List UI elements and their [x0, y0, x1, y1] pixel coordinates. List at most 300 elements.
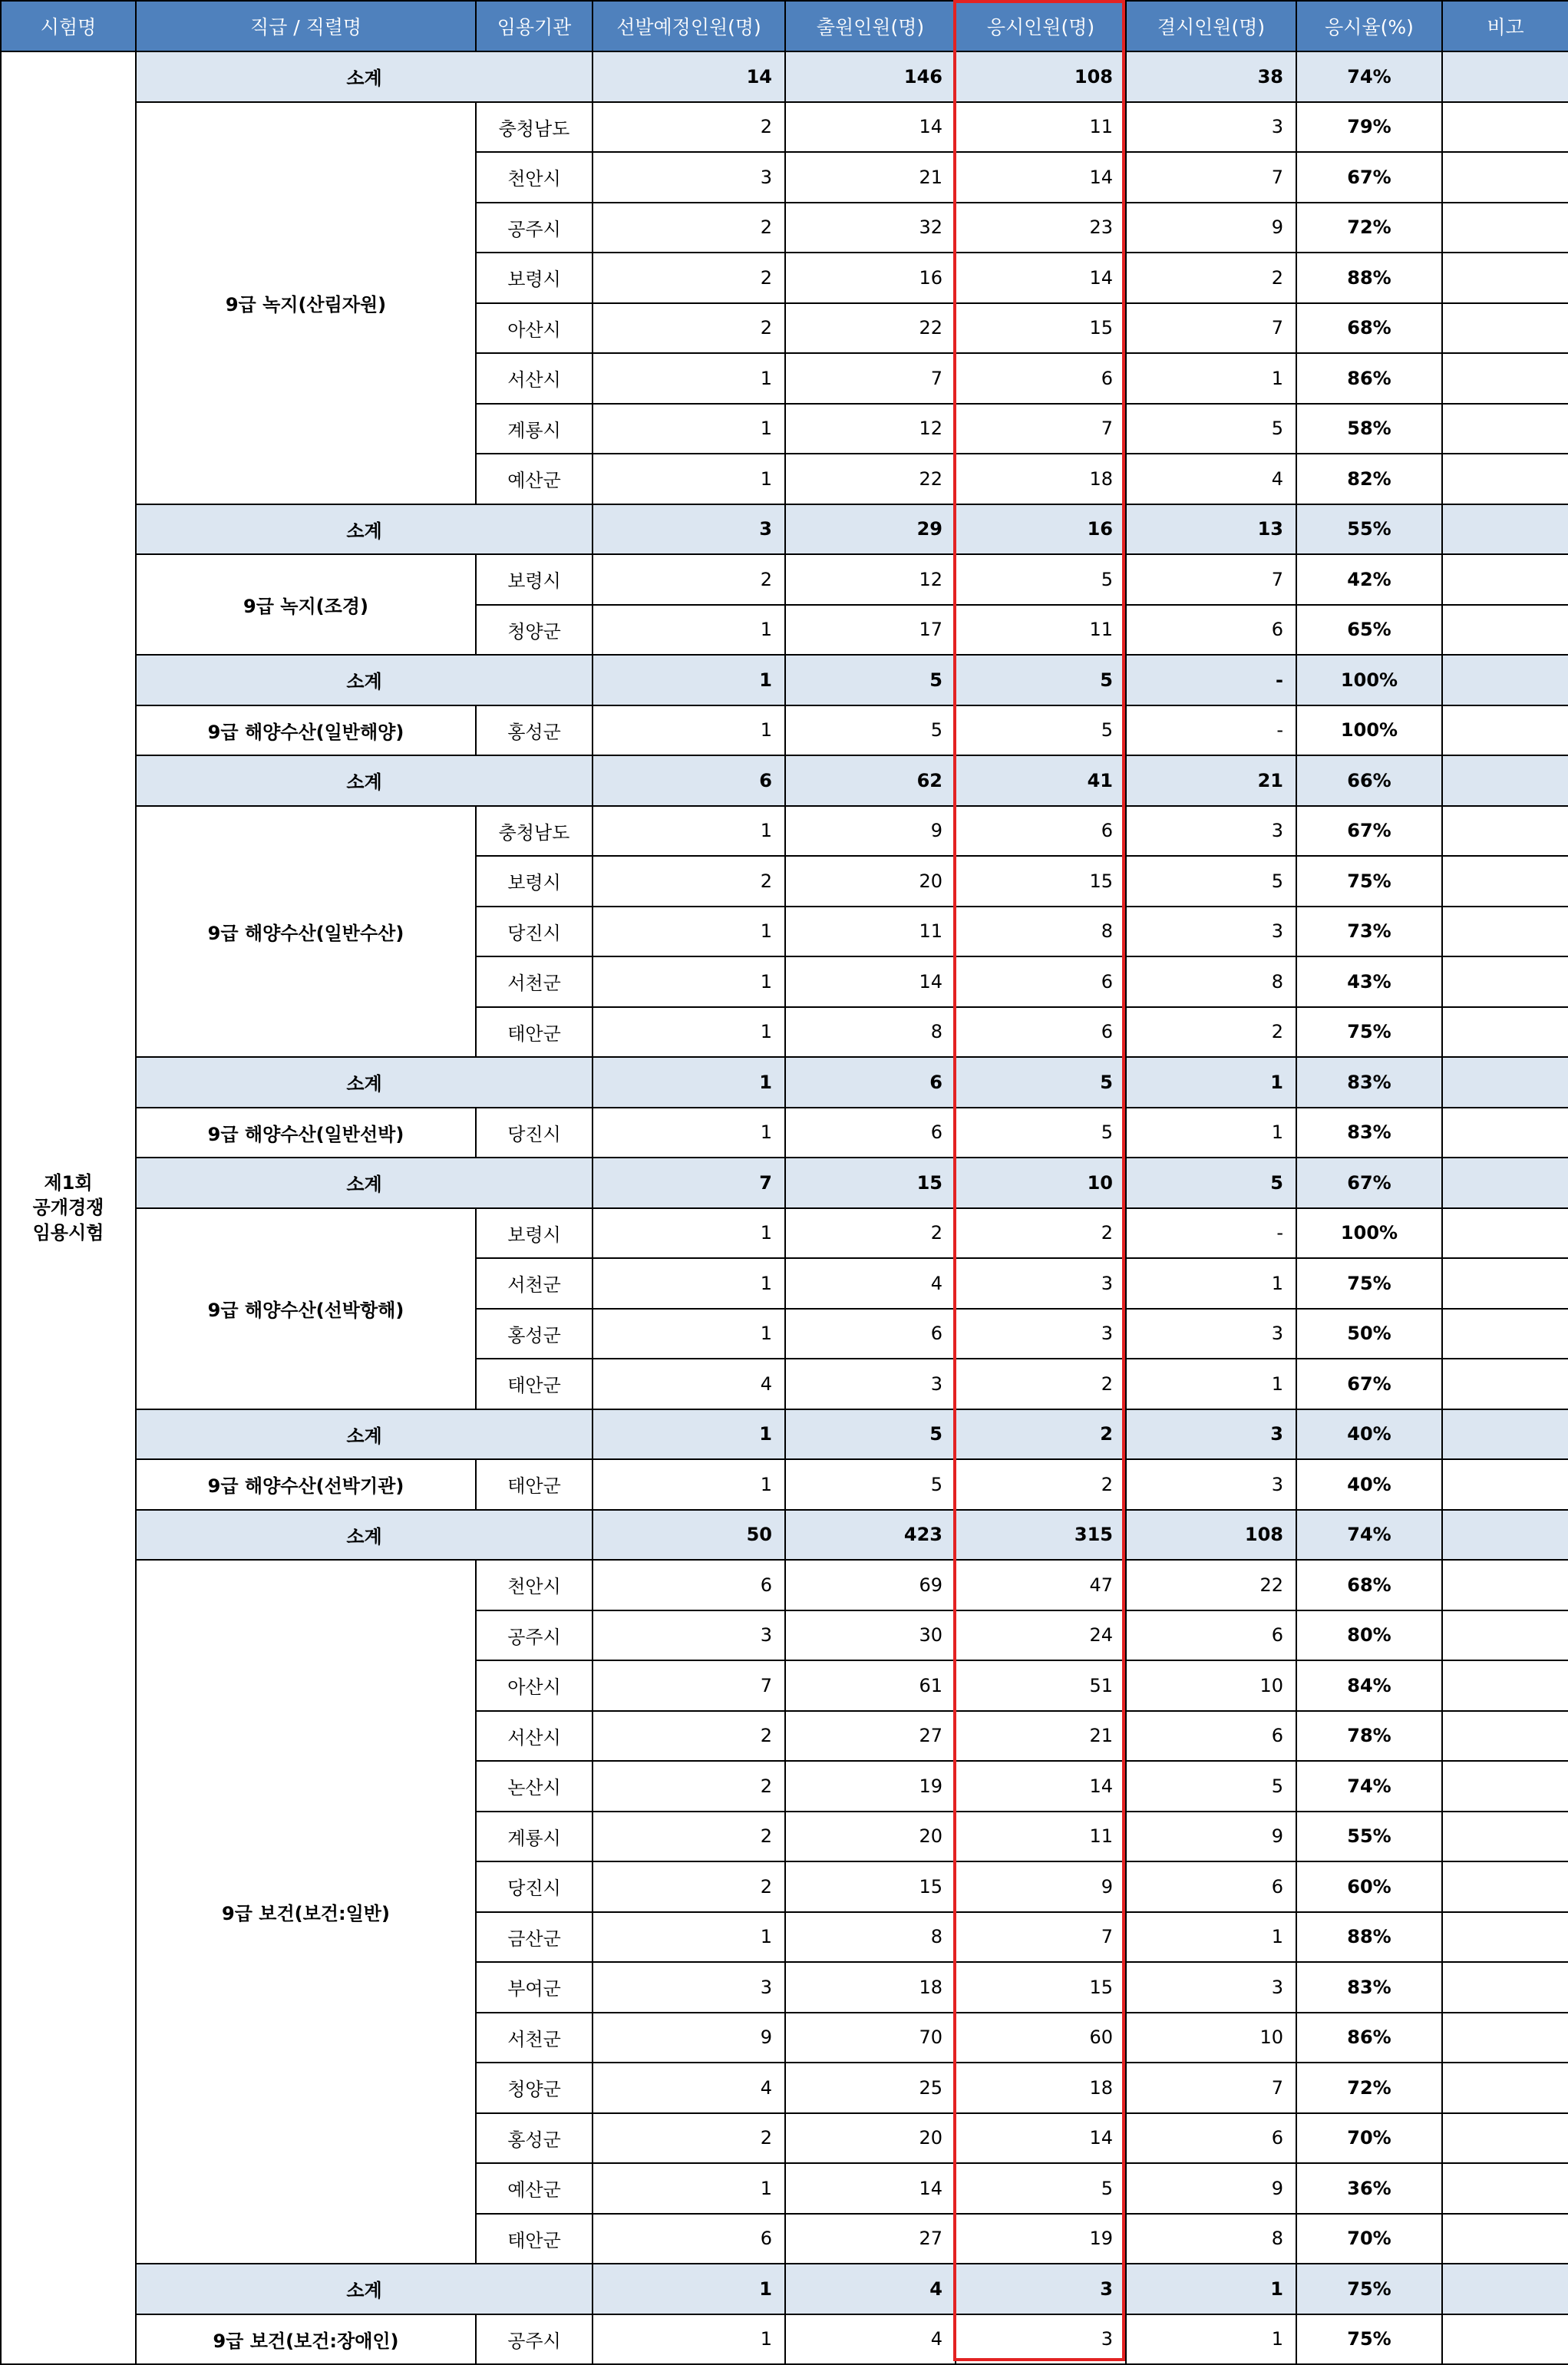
attended-cell: 6: [956, 353, 1126, 404]
rate-cell: 75%: [1296, 856, 1442, 907]
subtotal-row: [1, 1510, 1568, 1561]
subtotal-absent-cell: 5: [1126, 1158, 1296, 1208]
absent-cell: 2: [1126, 253, 1296, 303]
position-cell: 9급 해양수산(일반선박): [136, 1108, 476, 1158]
attended-cell: 3: [956, 2314, 1126, 2365]
agency-cell: 청양군: [476, 605, 593, 656]
applied-cell: 22: [785, 454, 956, 504]
absent-cell: 5: [1126, 856, 1296, 907]
absent-cell: 1: [1126, 1108, 1296, 1158]
subtotal-row: [1, 1158, 1568, 1208]
applied-cell: 16: [785, 253, 956, 303]
planned-cell: 2: [593, 203, 785, 253]
subtotal-applied-cell: 15: [785, 1158, 956, 1208]
agency-cell: 서천군: [476, 956, 593, 1007]
header-rate: 응시율(%): [1296, 1, 1442, 51]
subtotal-attended-cell: 315: [956, 1510, 1126, 1561]
applied-cell: 6: [785, 1108, 956, 1158]
rate-cell: 82%: [1296, 454, 1442, 504]
position-cell: 9급 해양수산(일반수산): [136, 806, 476, 1058]
subtotal-rate-cell: 83%: [1296, 1057, 1442, 1108]
subtotal-planned-cell: 7: [593, 1158, 785, 1208]
rate-cell: 68%: [1296, 303, 1442, 354]
header-remarks: 비고: [1442, 1, 1568, 51]
absent-cell: 1: [1126, 353, 1296, 404]
attended-cell: 5: [956, 705, 1126, 756]
attended-cell: 5: [956, 554, 1126, 605]
subtotal-planned-cell: 3: [593, 504, 785, 555]
subtotal-applied-cell: 29: [785, 504, 956, 555]
remarks-cell: [1442, 152, 1568, 203]
agency-cell: 태안군: [476, 1007, 593, 1058]
subtotal-absent-cell: 13: [1126, 504, 1296, 555]
subtotal-row: [1, 1057, 1568, 1108]
subtotal-attended-cell: 5: [956, 1057, 1126, 1108]
rate-cell: 65%: [1296, 605, 1442, 656]
remarks-cell: [1442, 2013, 1568, 2063]
table-row: [1, 705, 1568, 756]
absent-cell: 5: [1126, 1761, 1296, 1812]
rate-cell: 50%: [1296, 1309, 1442, 1359]
applied-cell: 11: [785, 907, 956, 957]
agency-cell: 아산시: [476, 1660, 593, 1711]
rate-cell: 42%: [1296, 554, 1442, 605]
agency-cell: 서천군: [476, 1258, 593, 1309]
rate-cell: 75%: [1296, 1258, 1442, 1309]
applied-cell: 3: [785, 1359, 956, 1409]
remarks-cell: [1442, 2063, 1568, 2113]
agency-cell: 청양군: [476, 2063, 593, 2113]
planned-cell: 2: [593, 102, 785, 153]
planned-cell: 1: [593, 1912, 785, 1963]
rate-cell: 83%: [1296, 1962, 1442, 2013]
planned-cell: 6: [593, 2214, 785, 2264]
subtotal-label: 소계: [136, 2264, 593, 2314]
agency-cell: 공주시: [476, 1610, 593, 1661]
remarks-cell: [1442, 1309, 1568, 1359]
rate-cell: 68%: [1296, 1560, 1442, 1610]
rate-cell: 86%: [1296, 2013, 1442, 2063]
planned-cell: 1: [593, 454, 785, 504]
agency-cell: 서산시: [476, 353, 593, 404]
remarks-cell: [1442, 404, 1568, 454]
subtotal-row: [1, 755, 1568, 806]
rate-cell: 60%: [1296, 1861, 1442, 1912]
agency-cell: 보령시: [476, 856, 593, 907]
rate-cell: 67%: [1296, 152, 1442, 203]
absent-cell: 6: [1126, 2113, 1296, 2164]
attended-cell: 3: [956, 1258, 1126, 1309]
attended-cell: 9: [956, 1861, 1126, 1912]
planned-cell: 1: [593, 2163, 785, 2214]
agency-cell: 예산군: [476, 2163, 593, 2214]
remarks-cell: [1442, 1057, 1568, 1108]
absent-cell: 1: [1126, 1258, 1296, 1309]
planned-cell: 7: [593, 1660, 785, 1711]
attended-cell: 60: [956, 2013, 1126, 2063]
agency-cell: 태안군: [476, 1359, 593, 1409]
planned-cell: 1: [593, 1108, 785, 1158]
absent-cell: 6: [1126, 1711, 1296, 1762]
attended-cell: 2: [956, 1208, 1126, 1259]
attended-cell: 15: [956, 856, 1126, 907]
remarks-cell: [1442, 1208, 1568, 1259]
agency-cell: 부여군: [476, 1962, 593, 2013]
subtotal-applied-cell: 423: [785, 1510, 956, 1561]
applied-cell: 4: [785, 2314, 956, 2365]
remarks-cell: [1442, 1359, 1568, 1409]
absent-cell: 3: [1126, 907, 1296, 957]
rate-cell: 73%: [1296, 907, 1442, 957]
absent-cell: -: [1126, 705, 1296, 756]
applied-cell: 20: [785, 856, 956, 907]
subtotal-attended-cell: 10: [956, 1158, 1126, 1208]
remarks-cell: [1442, 51, 1568, 102]
subtotal-rate-cell: 66%: [1296, 755, 1442, 806]
absent-cell: 4: [1126, 454, 1296, 504]
remarks-cell: [1442, 956, 1568, 1007]
remarks-cell: [1442, 1459, 1568, 1510]
header-row: [1, 1, 1568, 51]
table-body: [1, 51, 1568, 2364]
planned-cell: 1: [593, 1258, 785, 1309]
table-row: [1, 806, 1568, 857]
subtotal-absent-cell: 108: [1126, 1510, 1296, 1561]
subtotal-rate-cell: 74%: [1296, 51, 1442, 102]
rate-cell: 72%: [1296, 2063, 1442, 2113]
planned-cell: 1: [593, 605, 785, 656]
planned-cell: 1: [593, 2314, 785, 2365]
agency-cell: 홍성군: [476, 705, 593, 756]
header-attended: 응시인원(명): [956, 1, 1126, 51]
agency-cell: 태안군: [476, 2214, 593, 2264]
absent-cell: 2: [1126, 1007, 1296, 1058]
rate-cell: 78%: [1296, 1711, 1442, 1762]
rate-cell: 84%: [1296, 1660, 1442, 1711]
remarks-cell: [1442, 605, 1568, 656]
absent-cell: 7: [1126, 303, 1296, 354]
rate-cell: 100%: [1296, 705, 1442, 756]
remarks-cell: [1442, 1912, 1568, 1963]
absent-cell: 3: [1126, 1962, 1296, 2013]
absent-cell: 6: [1126, 1861, 1296, 1912]
planned-cell: 3: [593, 152, 785, 203]
remarks-cell: [1442, 1610, 1568, 1661]
attended-cell: 14: [956, 2113, 1126, 2164]
agency-cell: 금산군: [476, 1912, 593, 1963]
rate-cell: 88%: [1296, 253, 1442, 303]
applied-cell: 7: [785, 353, 956, 404]
planned-cell: 9: [593, 2013, 785, 2063]
attended-cell: 21: [956, 1711, 1126, 1762]
agency-cell: 당진시: [476, 907, 593, 957]
applied-cell: 20: [785, 1812, 956, 1862]
remarks-cell: [1442, 353, 1568, 404]
position-cell: 9급 보건(보건:일반): [136, 1560, 476, 2264]
exam-name-line: 제1회: [44, 1171, 93, 1194]
planned-cell: 1: [593, 705, 785, 756]
subtotal-rate-cell: 74%: [1296, 1510, 1442, 1561]
header-applied: 출원인원(명): [785, 1, 956, 51]
remarks-cell: [1442, 1861, 1568, 1912]
absent-cell: 9: [1126, 203, 1296, 253]
planned-cell: 4: [593, 2063, 785, 2113]
absent-cell: 1: [1126, 2314, 1296, 2365]
remarks-cell: [1442, 454, 1568, 504]
attended-cell: 51: [956, 1660, 1126, 1711]
attended-cell: 18: [956, 454, 1126, 504]
rate-cell: 80%: [1296, 1610, 1442, 1661]
rate-cell: 75%: [1296, 2314, 1442, 2365]
remarks-cell: [1442, 2113, 1568, 2164]
subtotal-planned-cell: 1: [593, 1057, 785, 1108]
applied-cell: 20: [785, 2113, 956, 2164]
applied-cell: 8: [785, 1007, 956, 1058]
position-cell: 9급 녹지(산림자원): [136, 102, 476, 504]
remarks-cell: [1442, 1560, 1568, 1610]
subtotal-label: 소계: [136, 1057, 593, 1108]
subtotal-absent-cell: 3: [1126, 1409, 1296, 1460]
applied-cell: 2: [785, 1208, 956, 1259]
table-row: [1, 1108, 1568, 1158]
subtotal-planned-cell: 1: [593, 2264, 785, 2314]
remarks-cell: [1442, 1812, 1568, 1862]
planned-cell: 1: [593, 353, 785, 404]
remarks-cell: [1442, 856, 1568, 907]
subtotal-row: [1, 504, 1568, 555]
rate-cell: 100%: [1296, 1208, 1442, 1259]
rate-cell: 83%: [1296, 1108, 1442, 1158]
remarks-cell: [1442, 1409, 1568, 1460]
planned-cell: 2: [593, 856, 785, 907]
attended-cell: 11: [956, 1812, 1126, 1862]
subtotal-attended-cell: 16: [956, 504, 1126, 555]
subtotal-applied-cell: 5: [785, 655, 956, 705]
remarks-cell: [1442, 2264, 1568, 2314]
rate-cell: 40%: [1296, 1459, 1442, 1510]
applied-cell: 61: [785, 1660, 956, 1711]
agency-cell: 보령시: [476, 1208, 593, 1259]
header-planned: 선발예정인원(명): [593, 1, 785, 51]
planned-cell: 1: [593, 956, 785, 1007]
attended-cell: 2: [956, 1359, 1126, 1409]
planned-cell: 6: [593, 1560, 785, 1610]
planned-cell: 1: [593, 806, 785, 857]
table-row: [1, 554, 1568, 605]
applied-cell: 5: [785, 705, 956, 756]
absent-cell: 7: [1126, 554, 1296, 605]
remarks-cell: [1442, 1660, 1568, 1711]
applied-cell: 8: [785, 1912, 956, 1963]
applied-cell: 5: [785, 1459, 956, 1510]
agency-cell: 계룡시: [476, 404, 593, 454]
subtotal-label: 소계: [136, 504, 593, 555]
agency-cell: 천안시: [476, 152, 593, 203]
agency-cell: 보령시: [476, 554, 593, 605]
absent-cell: 8: [1126, 2214, 1296, 2264]
applied-cell: 30: [785, 1610, 956, 1661]
subtotal-attended-cell: 108: [956, 51, 1126, 102]
remarks-cell: [1442, 907, 1568, 957]
absent-cell: 3: [1126, 102, 1296, 153]
agency-cell: 당진시: [476, 1108, 593, 1158]
applied-cell: 4: [785, 1258, 956, 1309]
applied-cell: 14: [785, 102, 956, 153]
planned-cell: 1: [593, 1309, 785, 1359]
remarks-cell: [1442, 1962, 1568, 2013]
applied-cell: 27: [785, 1711, 956, 1762]
planned-cell: 2: [593, 1761, 785, 1812]
agency-cell: 아산시: [476, 303, 593, 354]
subtotal-applied-cell: 6: [785, 1057, 956, 1108]
attended-cell: 14: [956, 152, 1126, 203]
planned-cell: 1: [593, 1459, 785, 1510]
subtotal-absent-cell: -: [1126, 655, 1296, 705]
absent-cell: 8: [1126, 956, 1296, 1007]
remarks-cell: [1442, 2314, 1568, 2365]
applied-cell: 21: [785, 152, 956, 203]
subtotal-label: 소계: [136, 655, 593, 705]
applied-cell: 6: [785, 1309, 956, 1359]
subtotal-applied-cell: 62: [785, 755, 956, 806]
applied-cell: 70: [785, 2013, 956, 2063]
applied-cell: 19: [785, 1761, 956, 1812]
absent-cell: 1: [1126, 1359, 1296, 1409]
header-exam-name: 시험명: [1, 1, 136, 51]
attended-cell: 18: [956, 2063, 1126, 2113]
applied-cell: 69: [785, 1560, 956, 1610]
header-agency: 임용기관: [476, 1, 593, 51]
subtotal-row: [1, 2264, 1568, 2314]
planned-cell: 1: [593, 1208, 785, 1259]
subtotal-absent-cell: 21: [1126, 755, 1296, 806]
applied-cell: 27: [785, 2214, 956, 2264]
remarks-cell: [1442, 203, 1568, 253]
planned-cell: 2: [593, 1711, 785, 1762]
planned-cell: 1: [593, 404, 785, 454]
subtotal-applied-cell: 5: [785, 1409, 956, 1460]
attended-cell: 2: [956, 1459, 1126, 1510]
applied-cell: 12: [785, 554, 956, 605]
applied-cell: 17: [785, 605, 956, 656]
absent-cell: 3: [1126, 806, 1296, 857]
table-row: [1, 1560, 1568, 1610]
subtotal-row: [1, 1409, 1568, 1460]
planned-cell: 2: [593, 253, 785, 303]
absent-cell: -: [1126, 1208, 1296, 1259]
rate-cell: 36%: [1296, 2163, 1442, 2214]
remarks-cell: [1442, 1510, 1568, 1561]
subtotal-attended-cell: 41: [956, 755, 1126, 806]
absent-cell: 10: [1126, 1660, 1296, 1711]
attended-cell: 47: [956, 1560, 1126, 1610]
agency-cell: 서산시: [476, 1711, 593, 1762]
subtotal-absent-cell: 1: [1126, 1057, 1296, 1108]
remarks-cell: [1442, 1258, 1568, 1309]
rate-cell: 67%: [1296, 806, 1442, 857]
attended-cell: 8: [956, 907, 1126, 957]
applied-cell: 14: [785, 956, 956, 1007]
agency-cell: 천안시: [476, 1560, 593, 1610]
absent-cell: 7: [1126, 2063, 1296, 2113]
absent-cell: 1: [1126, 1912, 1296, 1963]
remarks-cell: [1442, 2163, 1568, 2214]
subtotal-applied-cell: 146: [785, 51, 956, 102]
attended-cell: 7: [956, 1912, 1126, 1963]
subtotal-label: 소계: [136, 1510, 593, 1561]
rate-cell: 58%: [1296, 404, 1442, 454]
applied-cell: 9: [785, 806, 956, 857]
subtotal-rate-cell: 75%: [1296, 2264, 1442, 2314]
rate-cell: 74%: [1296, 1761, 1442, 1812]
absent-cell: 5: [1126, 404, 1296, 454]
applied-cell: 32: [785, 203, 956, 253]
agency-cell: 홍성군: [476, 1309, 593, 1359]
agency-cell: 계룡시: [476, 1812, 593, 1862]
subtotal-attended-cell: 5: [956, 655, 1126, 705]
agency-cell: 공주시: [476, 203, 593, 253]
applied-cell: 22: [785, 303, 956, 354]
planned-cell: 2: [593, 1812, 785, 1862]
table-row: [1, 102, 1568, 153]
header-absent: 결시인원(명): [1126, 1, 1296, 51]
remarks-cell: [1442, 2214, 1568, 2264]
subtotal-rate-cell: 55%: [1296, 504, 1442, 555]
rate-cell: 67%: [1296, 1359, 1442, 1409]
subtotal-planned-cell: 1: [593, 1409, 785, 1460]
table-row: [1, 2314, 1568, 2365]
table-row: [1, 1459, 1568, 1510]
subtotal-rate-cell: 67%: [1296, 1158, 1442, 1208]
attended-cell: 23: [956, 203, 1126, 253]
position-cell: 9급 해양수산(일반해양): [136, 705, 476, 756]
remarks-cell: [1442, 1711, 1568, 1762]
subtotal-planned-cell: 1: [593, 655, 785, 705]
rate-cell: 43%: [1296, 956, 1442, 1007]
remarks-cell: [1442, 1158, 1568, 1208]
subtotal-planned-cell: 14: [593, 51, 785, 102]
attended-cell: 14: [956, 253, 1126, 303]
subtotal-applied-cell: 4: [785, 2264, 956, 2314]
attended-cell: 6: [956, 806, 1126, 857]
applied-cell: 15: [785, 1861, 956, 1912]
position-cell: 9급 보건(보건:장애인): [136, 2314, 476, 2365]
absent-cell: 3: [1126, 1459, 1296, 1510]
attended-cell: 6: [956, 956, 1126, 1007]
attended-cell: 11: [956, 605, 1126, 656]
attended-cell: 3: [956, 1309, 1126, 1359]
applied-cell: 12: [785, 404, 956, 454]
remarks-cell: [1442, 554, 1568, 605]
absent-cell: 3: [1126, 1309, 1296, 1359]
subtotal-planned-cell: 50: [593, 1510, 785, 1561]
absent-cell: 9: [1126, 2163, 1296, 2214]
subtotal-rate-cell: 40%: [1296, 1409, 1442, 1460]
subtotal-label: 소계: [136, 51, 593, 102]
subtotal-planned-cell: 6: [593, 755, 785, 806]
attended-cell: 7: [956, 404, 1126, 454]
planned-cell: 2: [593, 303, 785, 354]
subtotal-row: [1, 655, 1568, 705]
attended-cell: 6: [956, 1007, 1126, 1058]
agency-cell: 당진시: [476, 1861, 593, 1912]
planned-cell: 1: [593, 1007, 785, 1058]
remarks-cell: [1442, 102, 1568, 153]
subtotal-attended-cell: 2: [956, 1409, 1126, 1460]
rate-cell: 75%: [1296, 1007, 1442, 1058]
subtotal-rate-cell: 100%: [1296, 655, 1442, 705]
planned-cell: 3: [593, 1962, 785, 2013]
